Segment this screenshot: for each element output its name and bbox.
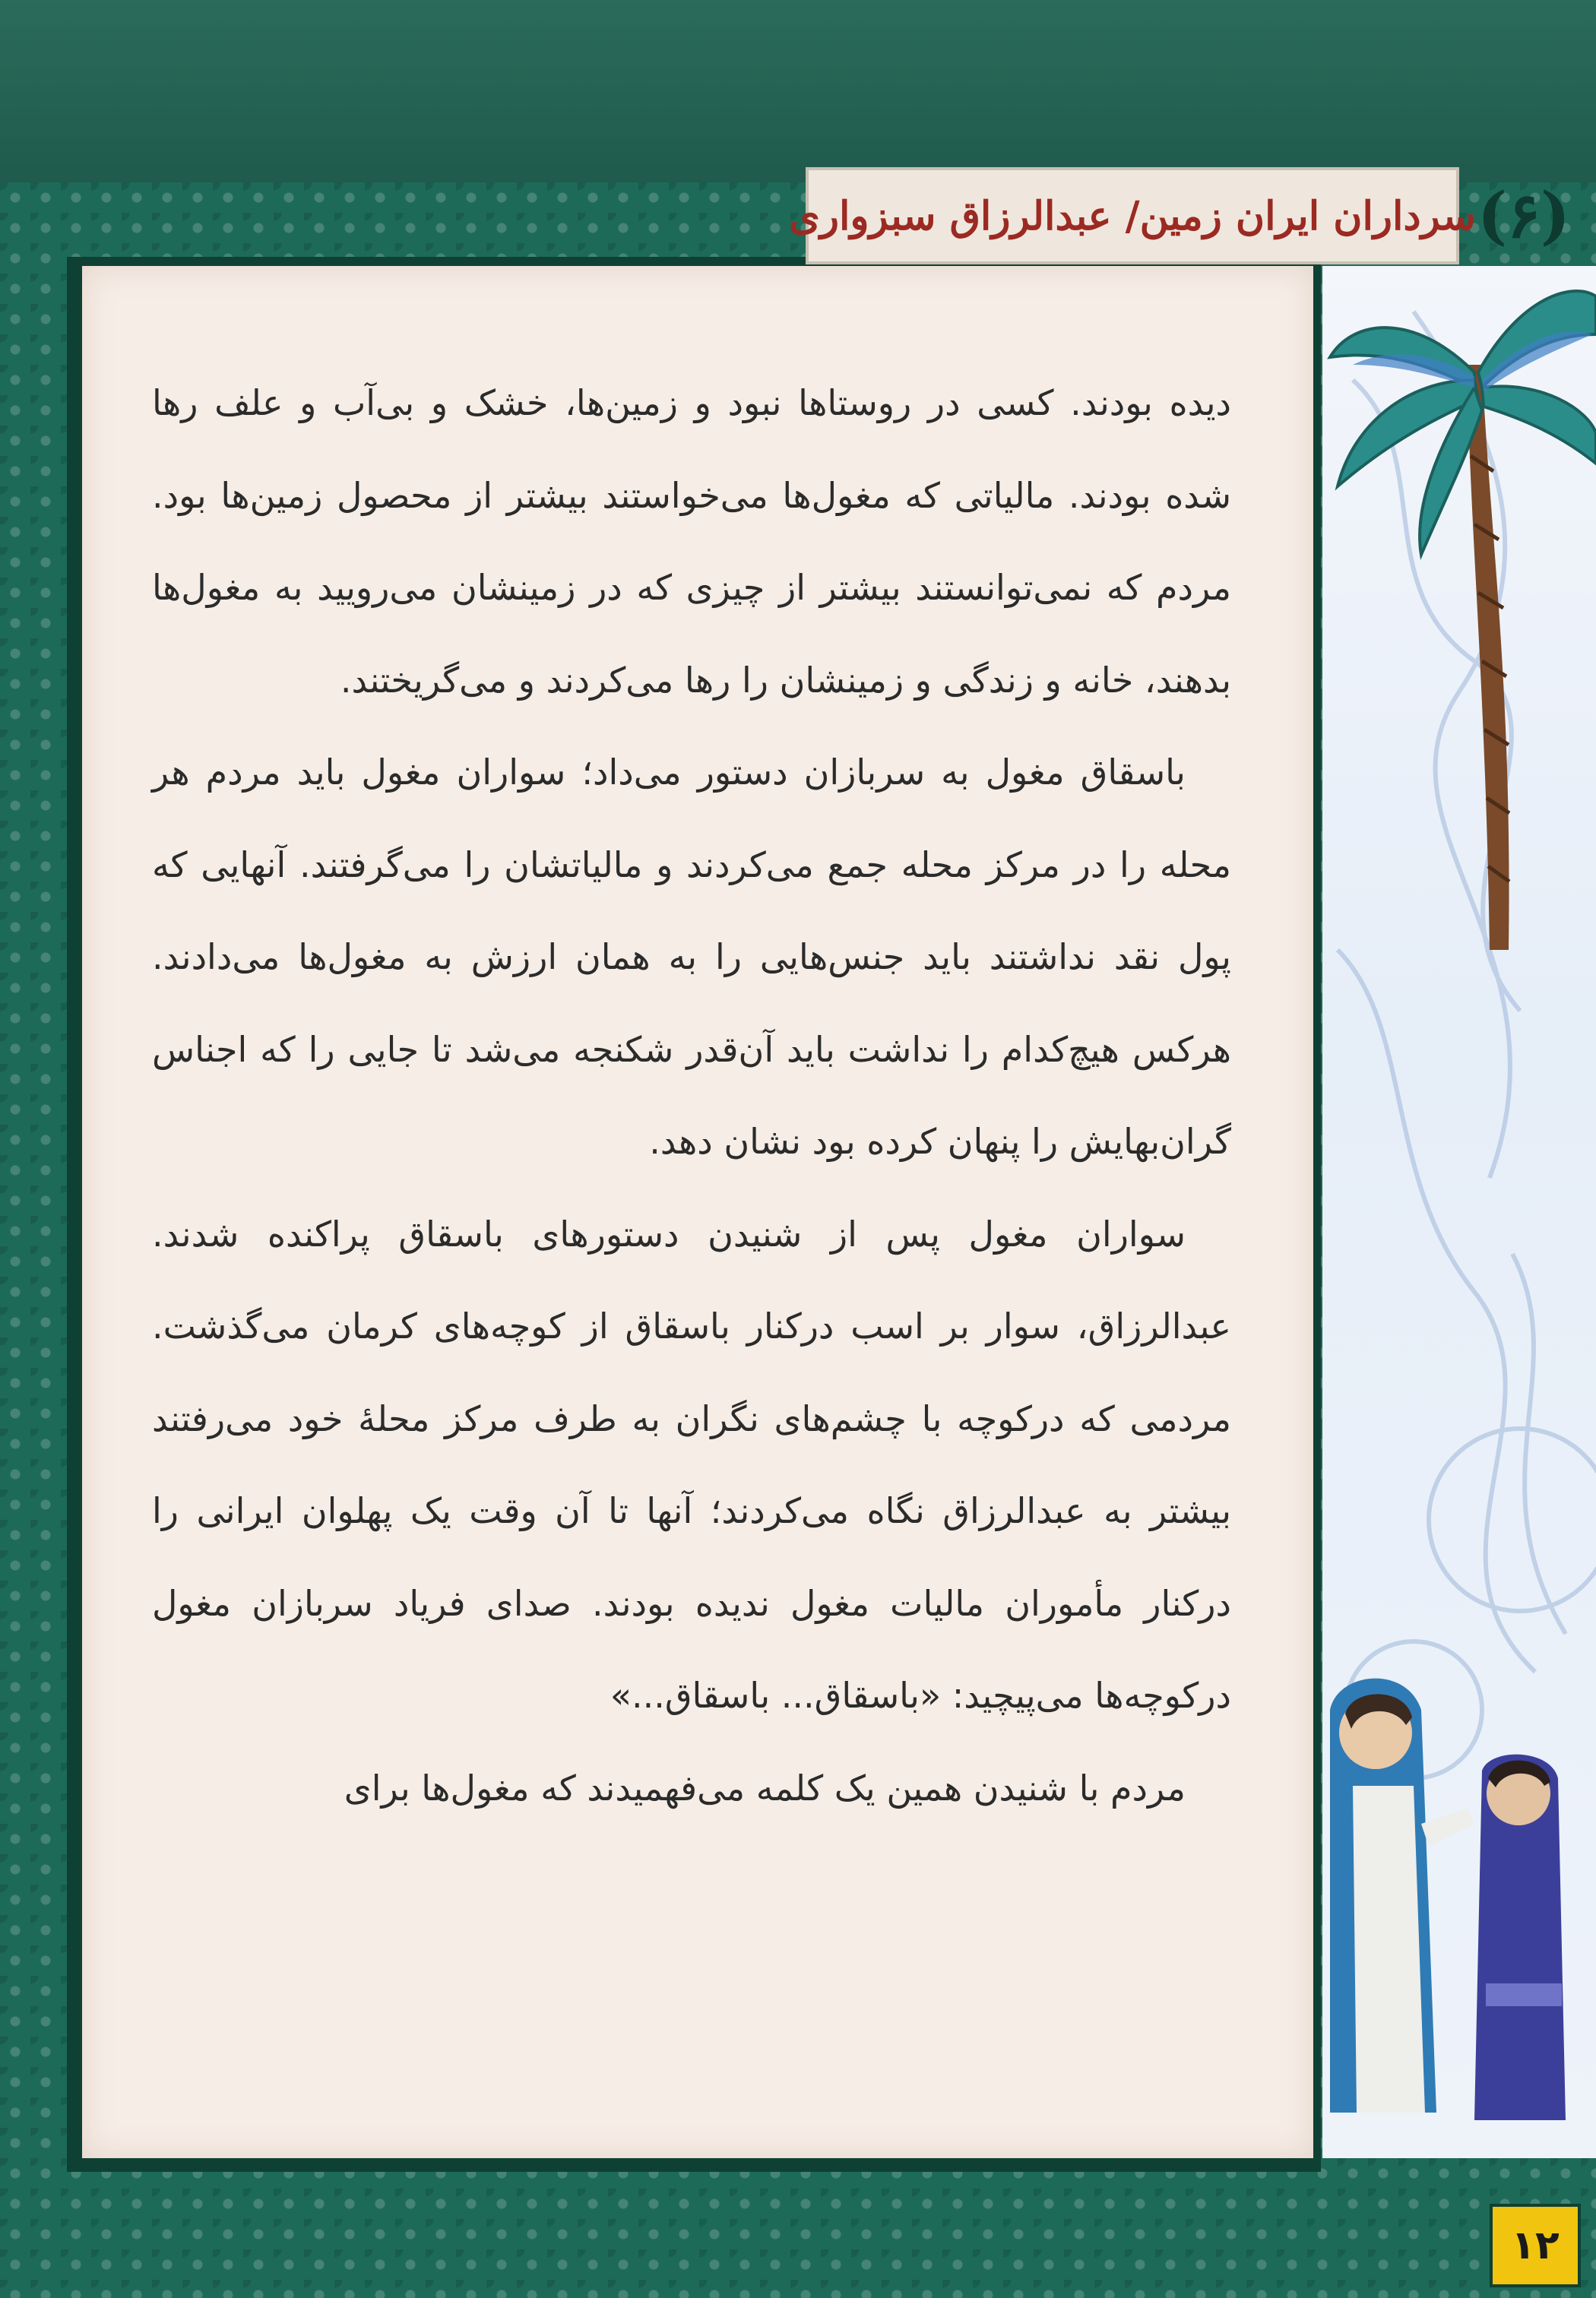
- paragraph: باسقاق مغول به سربازان دستور می‌داد؛ سواران مغول باید مردم هر محله را در مرکز محله جمع می‌کردند و مالیاتشان را می‌گرفتند. آنهایی که پول نقد نداشتند باید جنس‌هایی را به همان ارزش به مغول‌ها می‌دادند. هرکس هیچ‌کدام را نداشت باید آن‌قدر شکنجه می‌شد تا جایی را که اجناس گران‌بهایش را پنهان کرده بود نشان دهد.: [152, 752, 1231, 1162]
- illustration: [1322, 266, 1596, 2158]
- header-title-box: [789, 167, 1476, 264]
- palm-and-people-illustration: [1322, 266, 1596, 2158]
- page-number: ۱۲: [1490, 2204, 1581, 2287]
- page-title: سرداران ایران زمین/ عبدالرزاق سبزواری: [789, 192, 1476, 239]
- body-text: [152, 357, 1231, 1834]
- top-band: [0, 0, 1596, 190]
- paragraph: مردم با شنیدن همین یک کلمه می‌فهمیدند که مغول‌ها برای: [344, 1767, 1186, 1809]
- paragraph: سواران مغول پس از شنیدن دستورهای باسقاق پراکنده شدند. عبدالرزاق، سوار بر اسب درکنار باسقاق از کوچه‌های کرمان می‌گذشت. مردمی که درکوچه با چشم‌های نگران به طرف مرکز محلهٔ خود می‌رفتند بیشتر به عبدالرزاق نگاه می‌کردند؛ آنها تا آن وقت یک پهلوان ایرانی را درکنار مأموران مالیات مغول ندیده بودند. صدای فریاد سربازان مغول درکوچه‌ها می‌پیچید: «باسقاق... باسقاق...»: [152, 1213, 1231, 1716]
- chapter-number: (۶): [1477, 179, 1570, 252]
- paragraph: دیده بودند. کسی در روستاها نبود و زمین‌ها، خشک و بی‌آب و علف رها شده بودند. مالیاتی که مغول‌ها می‌خواستند بیشتر از محصول زمین‌ها بود. مردم که نمی‌توانستند بیشتر از چیزی که در زمینشان می‌رویید به مغول‌ها بدهند، خانه و زندگی و زمینشان را رها می‌کردند و می‌گریختند.: [152, 382, 1231, 701]
